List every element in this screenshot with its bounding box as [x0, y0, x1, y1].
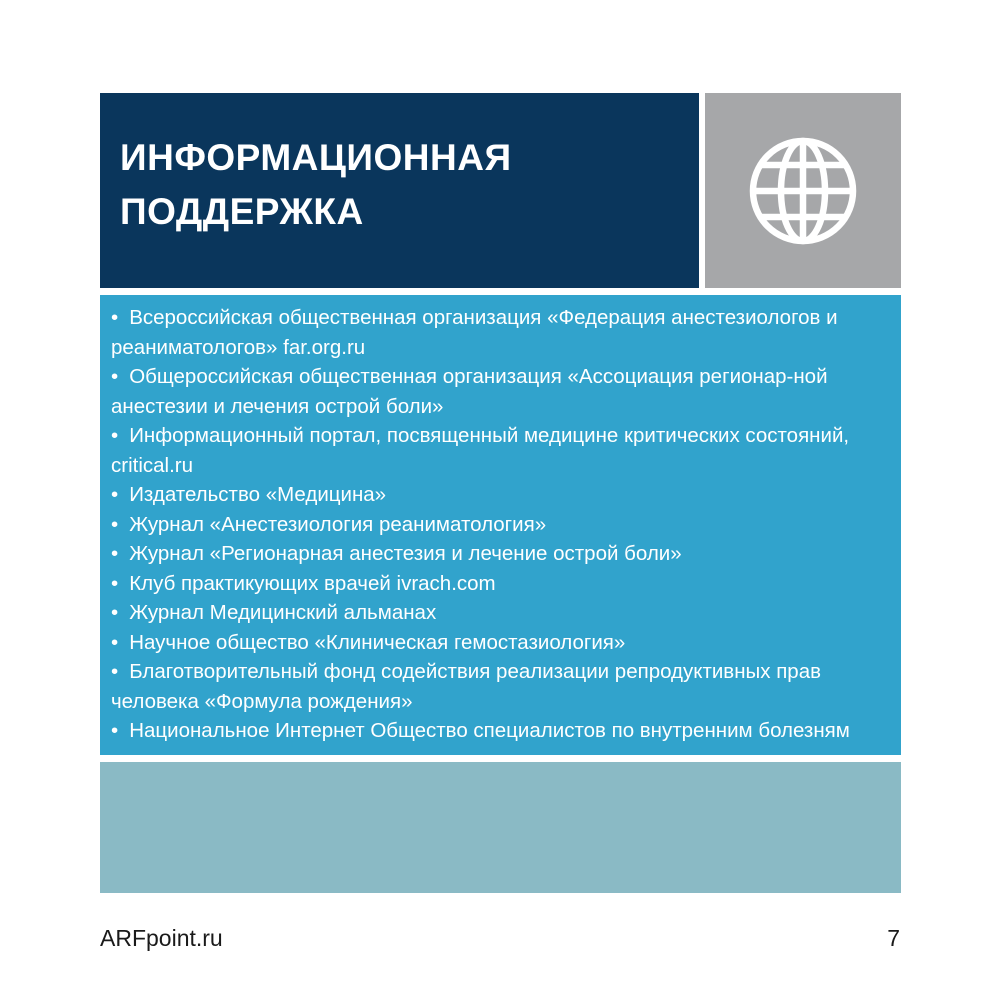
list-item: • Журнал «Анестезиология реаниматология»	[111, 512, 547, 536]
footer-site: ARFpoint.ru	[100, 925, 223, 951]
page-title-line-2: ПОДДЕРЖКА	[120, 191, 364, 232]
bullet-icon: •	[111, 424, 119, 447]
bullet-icon: •	[111, 542, 119, 565]
bullet-icon: •	[111, 630, 119, 654]
bullet-icon: •	[111, 483, 119, 506]
page-number: 7	[887, 925, 900, 951]
resources-list	[111, 303, 891, 746]
list-item: • Благотворительный фонд содействия реализации репродуктивных прав человека «Формула рождения»	[111, 660, 821, 713]
bullet-icon: •	[111, 719, 119, 742]
resources-list-block	[100, 295, 901, 755]
bullet-icon: •	[111, 571, 119, 595]
bullet-icon: •	[111, 306, 119, 329]
globe-icon	[747, 135, 859, 247]
bullet-icon: •	[111, 512, 119, 536]
list-item: • Общероссийская общественная организация «Ассоциация регионар-ной анестезии и лечения острой боли»	[111, 365, 828, 418]
page-title	[120, 131, 512, 239]
list-item: • Журнал «Регионарная анестезия и лечение острой боли»	[111, 542, 682, 565]
list-item: • Клуб практикующих врачей ivrach.com	[111, 571, 496, 595]
bullet-icon: •	[111, 365, 119, 388]
list-item: • Издательство «Медицина»	[111, 483, 387, 506]
bullet-icon: •	[111, 660, 119, 683]
bottom-decorative-block	[100, 762, 901, 893]
page-title-line-1: ИНФОРМАЦИОННАЯ	[120, 137, 512, 178]
list-item: • Всероссийская общественная организация «Федерация анестезиологов и реаниматологов» far.org.ru	[111, 306, 838, 359]
icon-block	[705, 93, 901, 288]
bullet-icon: •	[111, 601, 119, 624]
list-item: • Научное общество «Клиническая гемостазиология»	[111, 630, 626, 654]
list-item: • Национальное Интернет Общество специалистов по внутренним болезням	[111, 719, 850, 742]
list-item: • Информационный портал, посвященный медицине критических состояний, critical.ru	[111, 424, 850, 477]
title-block	[100, 93, 699, 288]
list-item: • Журнал Медицинский альманах	[111, 601, 437, 624]
